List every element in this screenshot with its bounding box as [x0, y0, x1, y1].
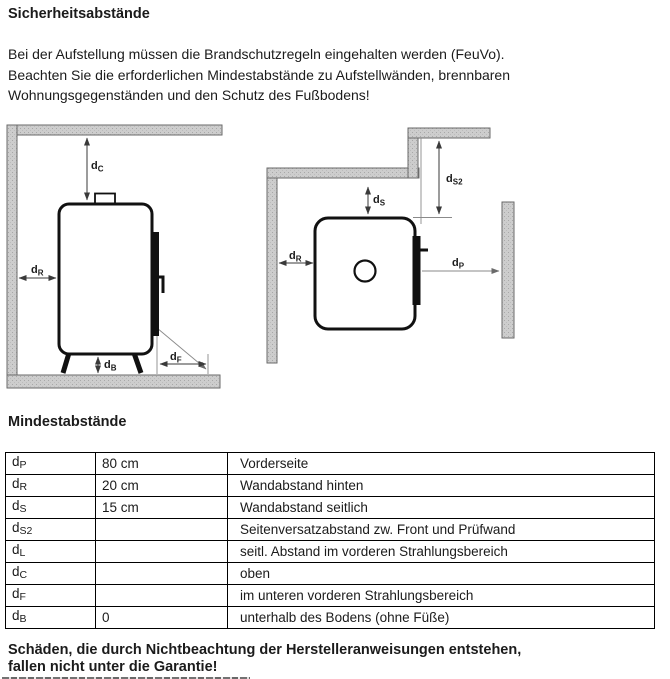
dp-label: $d_P$: [452, 257, 465, 271]
stove-leg: [63, 353, 69, 373]
df-label: $d_F$: [170, 351, 182, 365]
test-wall: [502, 202, 514, 338]
ceiling: [7, 125, 222, 135]
floor: [7, 375, 220, 388]
rear-wall-top: [267, 168, 277, 363]
description-cell: Seitenversatzabstand zw. Front und Prüfwand: [228, 519, 655, 541]
warning-line: fallen nicht unter die Garantie!: [8, 658, 218, 675]
stove-body-side: [59, 204, 152, 354]
rear-wall: [7, 125, 17, 387]
symbol-cell: dB: [6, 607, 96, 629]
description-cell: unterhalb des Bodens (ohne Füße): [228, 607, 655, 629]
intro-line: Bei der Aufstellung müssen die Brandschutzregeln eingehalten werden (FeuVo).: [8, 46, 505, 62]
side-view-diagram: [7, 125, 222, 388]
top-view-diagram: [267, 128, 514, 363]
side-wall: [267, 168, 419, 178]
stove-door-top: [413, 236, 421, 305]
table-row: [6, 453, 655, 475]
table-row: [6, 519, 655, 541]
symbol-cell: dS2: [6, 519, 96, 541]
symbol-cell: dC: [6, 563, 96, 585]
dc-label: $d_C$: [91, 160, 104, 174]
symbol-cell: dR: [6, 475, 96, 497]
description-cell: seitl. Abstand im vorderen Strahlungsbereich: [228, 541, 655, 563]
ds2-label: $d_{S2}$: [446, 173, 463, 187]
table-row: [6, 607, 655, 629]
value-cell: 20 cm: [96, 475, 228, 497]
warning-line: Schäden, die durch Nichtbeachtung der Herstelleranweisungen entstehen,: [8, 642, 522, 658]
flue-pipe-circle: [355, 261, 376, 282]
description-cell: Vorderseite: [228, 453, 655, 475]
symbol-cell: dP: [6, 453, 96, 475]
value-cell: 0: [96, 607, 228, 629]
table-row: [6, 475, 655, 497]
value-cell: 15 cm: [96, 497, 228, 519]
value-cell: [96, 585, 228, 607]
stove-door-side: [152, 232, 159, 336]
table-row: [6, 585, 655, 607]
symbol-cell: dS: [6, 497, 96, 519]
value-cell: [96, 563, 228, 585]
value-cell: [96, 541, 228, 563]
description-cell: im unteren vorderen Strahlungsbereich: [228, 585, 655, 607]
ds-label: $d_S$: [373, 194, 386, 208]
description-cell: Wandabstand seitlich: [228, 497, 655, 519]
stove-leg: [134, 353, 141, 373]
description-cell: oben: [228, 563, 655, 585]
dr-label-top: $d_R$: [289, 250, 302, 264]
min-distances-table: [5, 452, 655, 629]
table-row: [6, 541, 655, 563]
intro-line: Wohnungsgegenständen und den Schutz des Fußbodens!: [8, 87, 370, 104]
warranty-warning: [8, 642, 521, 676]
page-title: Sicherheitsabstände: [8, 6, 150, 22]
dr-label: $d_R$: [31, 264, 44, 278]
section-title: Mindestabstände: [8, 414, 127, 430]
value-cell: [96, 519, 228, 541]
value-cell: 80 cm: [96, 453, 228, 475]
description-cell: Wandabstand hinten: [228, 475, 655, 497]
intro-line: Beachten Sie die erforderlichen Mindestabstände zu Aufstellwänden, brennbaren: [8, 66, 510, 83]
symbol-cell: dL: [6, 541, 96, 563]
table-row: [6, 497, 655, 519]
table-row: [6, 563, 655, 585]
offset-wall: [408, 128, 490, 138]
symbol-cell: dF: [6, 585, 96, 607]
db-label: $d_B$: [104, 359, 117, 373]
